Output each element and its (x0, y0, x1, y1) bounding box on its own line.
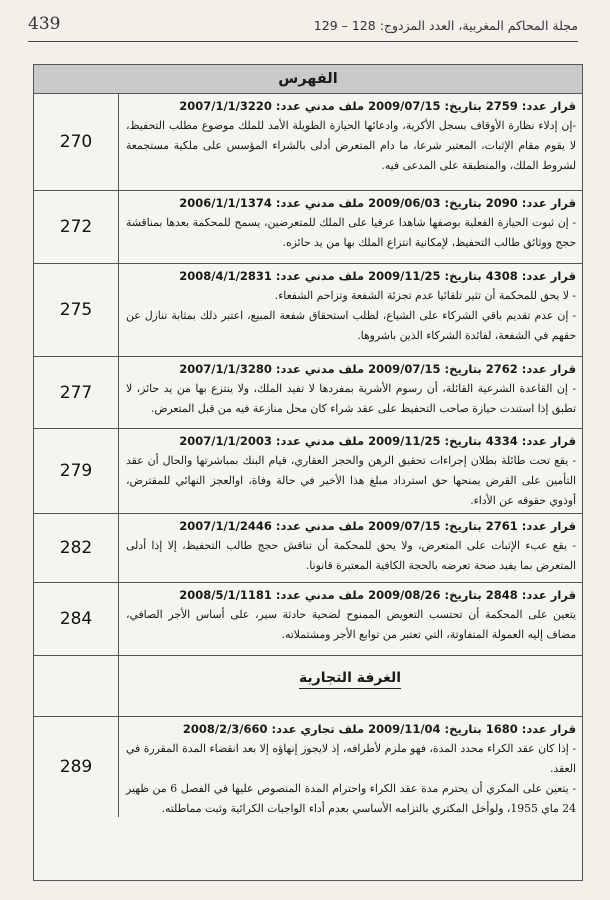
summary-line: - إن ثبوت الحيازة الفعلية بوصفها شاهدا عرفيا على الملك للمتعرضين، يسمح للمحكمة بعدها بمناقشة حجج ووثائق طالب التحفيظ، لإمكانية انتزاع الملك بها من يد حائزه. (126, 216, 576, 249)
entry-text (118, 357, 582, 428)
entry-text (118, 583, 582, 655)
summary-line: -إن إدلاء نظارة الأوقاف بسجل الأكرية، وادعائها الحيازة الطويلة الأمد للملك موضوع مطلب التحفيظ، لا يقوم مقام الإثبات، المعتبر شرعا، ما دام المتعرض أدلى بالشراء المؤسس على ملكية مستجمعة لشروط الملك، والمنطبقة على المدعى فيه. (126, 119, 576, 172)
index-entry (34, 583, 582, 656)
section-title-text: الغرفة التجارية (299, 670, 401, 689)
entry-text (118, 264, 582, 356)
section-title (118, 670, 582, 686)
entry-page-number: 282 (34, 514, 119, 582)
decision-summary (126, 379, 576, 419)
entry-page-number: 284 (34, 583, 119, 655)
index-table (33, 64, 583, 881)
entry-page-number: 272 (34, 191, 119, 263)
section-heading-row (34, 656, 582, 717)
decision-summary (126, 605, 576, 645)
index-title: الفهرس (34, 65, 582, 94)
decision-heading: قرار عدد: 2762 بتاريخ: 2009/07/15 ملف مدني عدد: 2007/1/1/3280 (179, 362, 576, 376)
decision-heading: قرار عدد: 2759 بتاريخ: 2009/07/15 ملف مدني عدد: 2007/1/1/3220 (179, 99, 576, 113)
section-cell (118, 656, 582, 716)
entry-text (118, 429, 582, 513)
index-entry (34, 514, 582, 583)
summary-line: - يتعين على المكري أن يحترم مدة عقد الكراء واحترام المدة المنصوص عليها في الفصل 6 من ظهير 24 ماي 1955، ولوأخل المكتري بالتزامه الأساسي بعدم أداء الواجبات الكرائية وثبت مماطلته. (126, 782, 576, 815)
decision-heading: قرار عدد: 4334 بتاريخ: 2009/11/25 ملف مدني عدد: 2007/1/1/2003 (179, 434, 576, 448)
decision-summary (126, 536, 576, 576)
entry-text (118, 514, 582, 582)
running-head (28, 14, 578, 36)
summary-line: - إن عدم تقديم باقي الشركاء على الشياع، لطلب استحقاق شفعة المبيع، اعتبر ذلك بمثابة تنازل عن حقهم في الشفعة، لفائدة الشركاء الذين باشروها. (126, 309, 576, 342)
entry-text (118, 717, 582, 817)
summary-line: - إذا كان عقد الكراء محدد المدة، فهو ملزم لأطرافه، إذ لايجوز إنهاؤه إلا بعد انقضاء المدة المقررة في العقد. (126, 742, 576, 775)
section-page-cell (34, 656, 119, 716)
entry-page-number: 277 (34, 357, 119, 428)
summary-line: - يقع تحت طائلة بطلان إجراءات تحقيق الرهن والحجز العقاري، قيام البنك بمباشرتها والحال أن عقد التأمين على القرض يمنحها حق استرداد مبلغ هذا الأخير في حالة وفاة، اوالعجز النهائي للمقترض، أوذوي حقوقه عن الأداء. (126, 454, 576, 507)
summary-line: - يقع عبء الإثبات على المتعرض، ولا يحق للمحكمة أن تناقش حجج طالب التحفيظ، إلا إذا أدلى المتعرض بما يفيد صحة تعرضه بالحجة الكافية المعتبرة قانونا. (126, 539, 576, 572)
index-entry (34, 191, 582, 264)
decision-summary (126, 739, 576, 819)
entry-page-number: 275 (34, 264, 119, 356)
decision-heading: قرار عدد: 2761 بتاريخ: 2009/07/15 ملف مدني عدد: 2007/1/1/2446 (179, 519, 576, 533)
decision-summary (126, 213, 576, 253)
decision-heading: قرار عدد: 4308 بتاريخ: 2009/11/25 ملف مدني عدد: 2008/4/1/2831 (179, 269, 576, 283)
decision-heading: قرار عدد: 1680 بتاريخ: 2009/11/04 ملف تجاري عدد: 2008/2/3/660 (182, 722, 576, 736)
header-rule (28, 41, 578, 42)
summary-line: - لا يحق للمحكمة أن تثير تلقائيا عدم تجزئة الشفعة وتزاحم الشفعاء. (274, 289, 576, 302)
decision-heading: قرار عدد: 2848 بتاريخ: 2009/08/26 ملف مدني عدد: 2008/5/1/1181 (179, 588, 576, 602)
index-entry (34, 429, 582, 514)
entry-page-number: 270 (34, 94, 119, 190)
page-number: 439 (28, 14, 61, 34)
decision-summary (126, 451, 576, 511)
index-entry (34, 357, 582, 429)
decision-heading: قرار عدد: 2090 بتاريخ: 2009/06/03 ملف مدني عدد: 2006/1/1/1374 (179, 196, 576, 210)
index-entry (34, 94, 582, 191)
entry-text (118, 94, 582, 190)
entry-text (118, 191, 582, 263)
decision-summary (126, 286, 576, 346)
index-entry (34, 264, 582, 357)
summary-line: يتعين على المحكمة أن تحتسب التعويض الممنوح لضحية حادثة سير، على أساس الأجر الصافي، مضاف إليه العمولة المتفاوتة، التي تعتبر من توابع الأجر ومشتملاته. (126, 608, 576, 641)
entry-page-number: 289 (34, 717, 119, 817)
summary-line: - إن القاعدة الشرعية القائلة، أن رسوم الأشرية بمفردها لا تفيد الملك، ولا ينتزع بها من يد حائز، لا تطبق إذا استندت حيازة صاحب التحفيظ على عقد شراء كان محل منازعة فيه من قبل المتعرض. (126, 382, 576, 415)
decision-summary (126, 116, 576, 176)
index-entry (34, 717, 582, 817)
journal-title: مجلة المحاكم المغربية، العدد المزدوج: 128 – 129 (313, 18, 578, 33)
entry-page-number: 279 (34, 429, 119, 513)
